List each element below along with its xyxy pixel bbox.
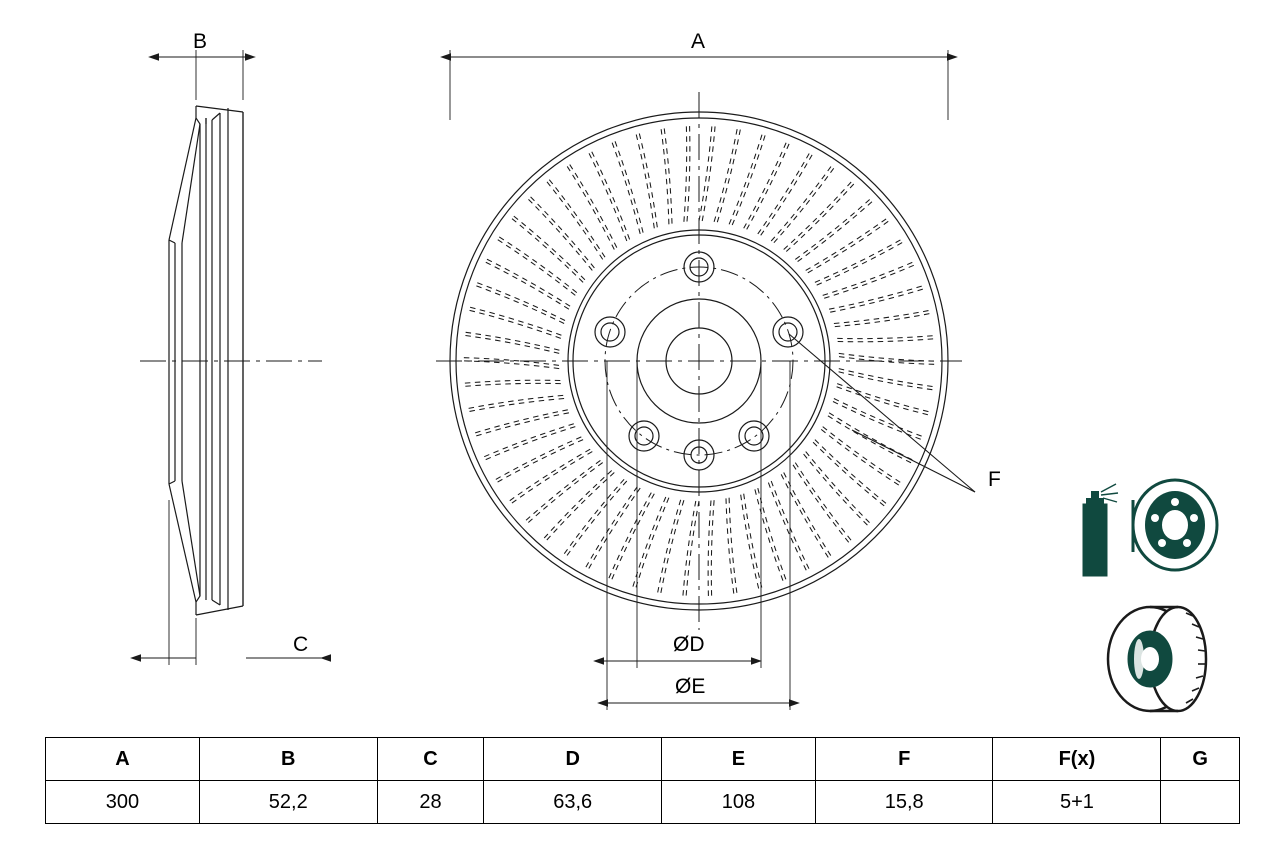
table-value-cell: 52,2 xyxy=(199,781,377,824)
coated-disc-icon xyxy=(1133,480,1217,570)
table-value-row xyxy=(46,781,1240,824)
table-header-row xyxy=(46,738,1240,781)
brake-disc-3d-icon xyxy=(1108,607,1206,711)
dimension-label-B: B xyxy=(193,30,208,53)
table-value-cell: 108 xyxy=(661,781,815,824)
table-header-cell: G xyxy=(1161,738,1240,781)
dimension-label-C: C xyxy=(293,633,309,656)
table-value-cell: 15,8 xyxy=(815,781,993,824)
dimension-label-F: F xyxy=(988,468,1001,491)
table-header-cell: B xyxy=(199,738,377,781)
table-value-cell: 5+1 xyxy=(993,781,1161,824)
specification-table xyxy=(45,737,1240,824)
dimension-label-E: ØE xyxy=(675,675,706,698)
table-header-cell: E xyxy=(661,738,815,781)
table-header-cell: F xyxy=(815,738,993,781)
spray-can-icon xyxy=(1083,484,1118,576)
table-value-cell xyxy=(1161,781,1240,824)
table-value-cell: 300 xyxy=(46,781,200,824)
table-header-cell: C xyxy=(377,738,484,781)
dimension-label-A: A xyxy=(691,30,706,53)
table-header-cell: A xyxy=(46,738,200,781)
table-value-cell: 28 xyxy=(377,781,484,824)
table-header-cell: D xyxy=(484,738,662,781)
table-value-cell: 63,6 xyxy=(484,781,662,824)
table-header-cell: F(x) xyxy=(993,738,1161,781)
dimension-label-D: ØD xyxy=(673,633,705,656)
